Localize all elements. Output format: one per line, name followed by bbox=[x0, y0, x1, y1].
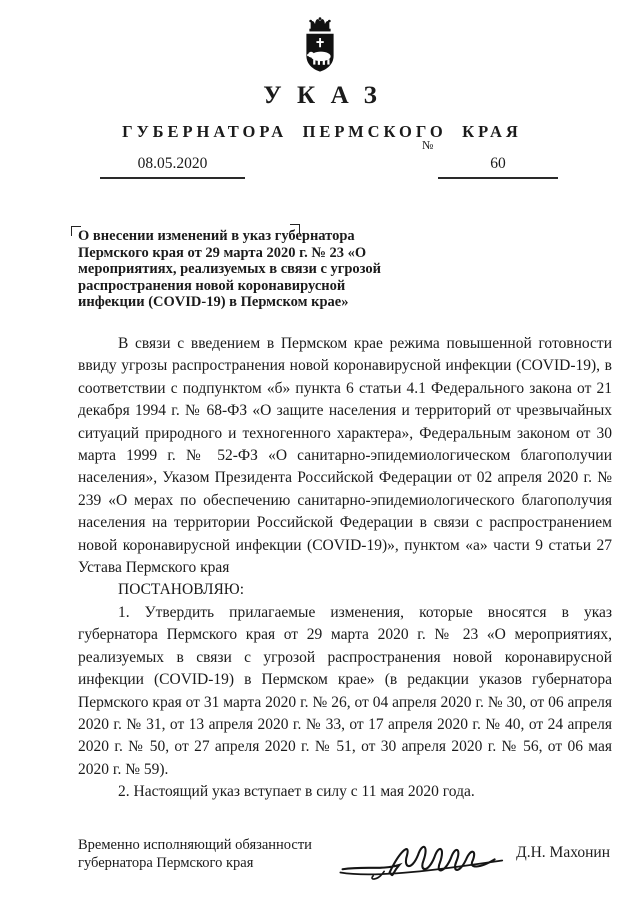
decree-item-2: 2. Настоящий указ вступает в силу с 11 мая 2020 года. bbox=[118, 783, 475, 801]
handwritten-signature bbox=[336, 826, 511, 884]
document-type-title: УКАЗ bbox=[263, 82, 393, 109]
subject-heading bbox=[78, 228, 392, 311]
perm-krai-coat-of-arms-icon bbox=[286, 10, 354, 78]
resolution-word: ПОСТАНОВЛЯЮ: bbox=[118, 581, 245, 599]
document-date: 08.05.2020 bbox=[100, 155, 245, 179]
document-number: 60 bbox=[438, 155, 558, 179]
signature-block bbox=[78, 836, 612, 896]
preamble-paragraph: В связи с введением в Пермском крае режима повышенной готовности ввиду угрозы распространения новой коронавирусной инфекции (COVID-19), в соответствии с подпунктом «б» пункта 6 статьи 4.1 Федерального закона от 21 декабря 1994 г. № 68-ФЗ «О защите населения и территорий от чрезвычайных ситуаций природного и техногенного характера», Федеральным законом от 30 марта 1999 г. № 52-ФЗ «О санитарно-эпидемиологическом благополучии населения», Указом Президента Российской Федерации от 02 апреля 2020 г. № 239 «О мерах по обеспечению санитарно-эпидемиологического благополучия населения на территории Российской Федерации в связи с распространением новой коронавирусной инфекции (COVID-19)», пунктом «а» части 9 статьи 27 Устава Пермского края bbox=[78, 335, 612, 577]
issuer-title: ГУБЕРНАТОРА ПЕРМСКОГО КРАЯ bbox=[122, 122, 522, 141]
signer-position-line1: Временно исполняющий обязанности bbox=[78, 837, 312, 853]
subject-text: О внесении изменений в указ губернатора Пермского края от 29 марта 2020 г. № 23 «О мероприятиях, реализуемых в связи с угрозой распространения новой коронавирусной инфекции (COVID-19) в Пермском крае» bbox=[78, 228, 382, 310]
number-sign: № bbox=[422, 138, 434, 152]
requisites-row bbox=[0, 138, 640, 189]
corner-mark-right bbox=[290, 224, 300, 234]
decree-body bbox=[78, 333, 612, 804]
signer-name: Д.Н. Махонин bbox=[516, 844, 610, 861]
corner-mark-left bbox=[71, 226, 81, 236]
decree-item-1: 1. Утвердить прилагаемые изменения, которые вносятся в указ губернатора Пермского края от 29 марта 2020 г. № 23 «О мероприятиях, реализуемых в связи с угрозой распространения новой коронавирусной инфекции (COVID-19) в Пермском крае» (в редакции указов губернатора Пермского края от 31 марта 2020 г. № 26, от 04 апреля 2020 г. № 30, от 06 апреля 2020 г. № 31, от 13 апреля 2020 г. № 33, от 17 апреля 2020 г. № 40, от 24 апреля 2020 г. № 50, от 27 апреля 2020 г. № 51, от 30 апреля 2020 г. № 56, от 06 мая 2020 г. № 59). bbox=[78, 603, 612, 778]
signer-position-line2: губернатора Пермского края bbox=[78, 855, 254, 871]
emblem-svg bbox=[286, 10, 354, 78]
